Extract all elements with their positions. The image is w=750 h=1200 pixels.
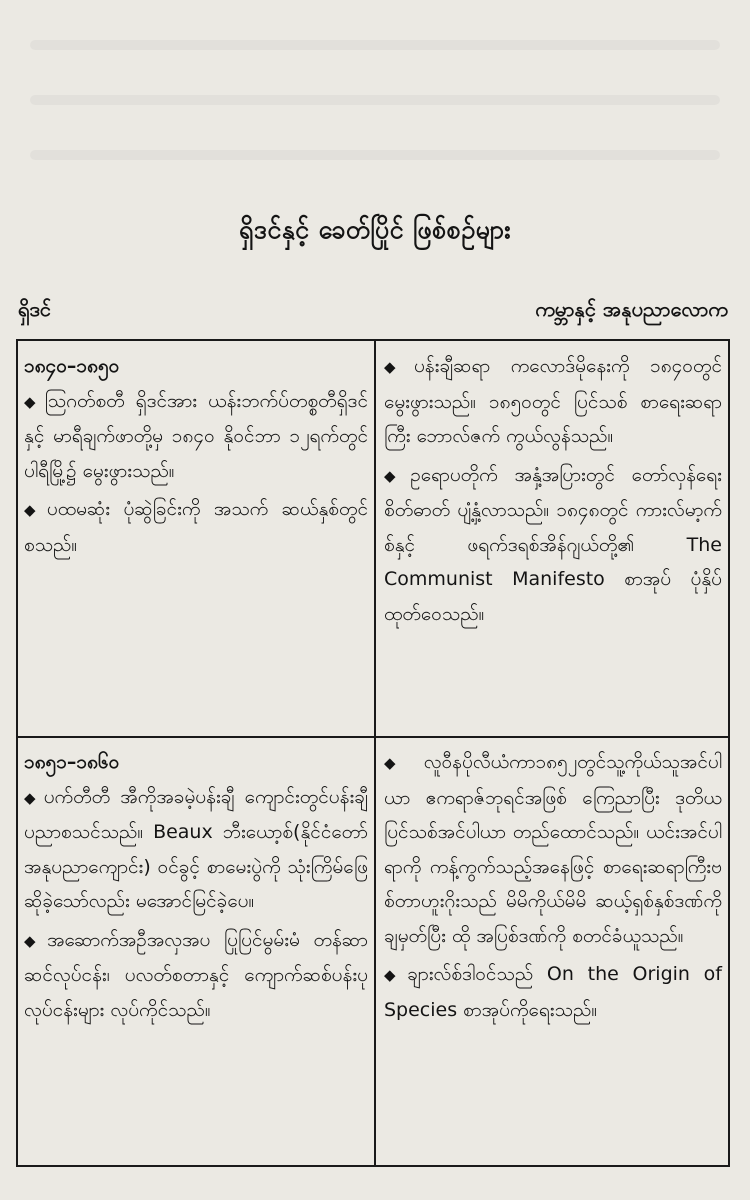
bleed-through-text [30,40,720,50]
event-item: ◆ ပန်းချီဆရာ ကလောဒ်မိုနေးကို ၁၈၄၀တွင် မွေးဖွားသည်။ ၁၈၅၀တွင် ပြင်သစ် စာရေးဆရာကြီး ဘောလ်ဇက် ကွယ်လွန်သည်။ [384,355,722,447]
event-item: ◆ အဆောက်အဦအလှအပ ပြုပြင်မွမ်းမံ တန်ဆာဆင်လုပ်ငန်း၊ ပလတ်စတာနှင့် ကျောက်ဆစ်ပန်းပုလုပ်ငန်းများ လုပ်ကိုင်သည်။ [24,928,368,1021]
diamond-bullet-icon: ◆ [384,358,410,376]
event-item: ◆ ပထမဆုံး ပုံဆွဲခြင်းကို အသက် ဆယ်နှစ်တွင် စသည်။ [24,498,368,556]
event-item: ◆ ဩဂတ်စတီ ရှိဒင်အား ယန်းဘက်ပ်တစ္စတီရှိဒင်နှင့် မာရီချက်ဖာတို့မှ ၁၈၄၀ နိုဝင်ဘာ ၁၂ရက်တွင် ပါရီမြို့၌ မွေးဖွားသည်။ [24,389,368,482]
period-label: ၁၈၅၁–၁၈၆၀ [24,751,120,773]
event-item: ◆ လူဝီနပိုလီယံကာ၁၈၅၂တွင်သူ့ကိုယ်သူအင်ပါယာ ဧကရာဇ်ဘုရင်အဖြစ် ကြေညာပြီး ဒုတိယ ပြင်သစ်အင်ပါယာ တည်ထောင်သည်။ ယင်းအင်ပါရာကို ကန့်ကွက်သည့်အနေဖြင့် စာရေးဆရာကြီးဗစ်တာဟူးဂိုးသည် မိမိကိုယ်မိမိ ဆယ့်ရှစ်နှစ်ဒဏ်ကိုချမှတ်ပြီး ထို အပြစ်ဒဏ်ကို စတင်ခံယူသည်။ [384,751,722,947]
event-item: ◆ ချားလ်စ်ဒါဝင်သည် On the Origin of Species စာအုပ်ကိုရေးသည်။ [384,963,722,1021]
row-divider [18,736,728,738]
diamond-bullet-icon: ◆ [24,931,44,950]
table-cell-row2-right [384,745,722,1031]
diamond-bullet-icon: ◆ [24,501,43,519]
diamond-bullet-icon: ◆ [24,788,40,807]
diamond-bullet-icon: ◆ [384,966,404,984]
timeline-table [16,339,730,1167]
diamond-bullet-icon: ◆ [384,466,407,485]
event-item: ◆ ဥရောပတိုက် အနှံ့အပြားတွင် တော်လှန်ရေးစိတ်ဓာတ် ပျံ့နှံ့လာသည်။ ၁၈၄၈တွင် ကားလ်မာ့က်စ်နှင့် ဖရက်ဒရစ်အိန်ဂျယ်တို့၏ The Communist Manifesto စာအုပ် ပုံနှိပ် ထုတ်ဝေသည်။ [384,463,722,625]
period-label: ၁၈၄၀–၁၈၅၀ [24,355,120,377]
column-header-left: ရှိဒင် [18,297,52,321]
diamond-bullet-icon: ◆ [24,392,41,411]
event-item: ◆ ပက်တီတီ အီကိုအခမဲ့ပန်းချီ ကျောင်းတွင်ပန်းချီပညာစသင်သည်။ Beaux ဘီးယော့စ်(နိုင်ငံတော်အနုပညာကျောင်း) ဝင်ခွင့် စာမေးပွဲကို သုံးကြိမ်ဖြေဆိုခဲ့သော်လည်း မအောင်မြင်ခဲ့ပေ။ [24,785,368,912]
column-header-right: ကမ္ဘာနှင့် အနုပညာလောက [535,297,728,321]
bleed-through-text [30,95,720,105]
column-divider [374,341,376,1165]
table-cell-row2-left [24,745,368,1031]
diamond-bullet-icon: ◆ [384,754,420,772]
page-title: ရှိဒင်နှင့် ခေတ်ပြိုင် ဖြစ်စဉ်များ [238,215,512,244]
bleed-through-text [30,150,720,160]
table-cell-row1-right [384,349,722,635]
table-cell-row1-left [24,349,368,566]
